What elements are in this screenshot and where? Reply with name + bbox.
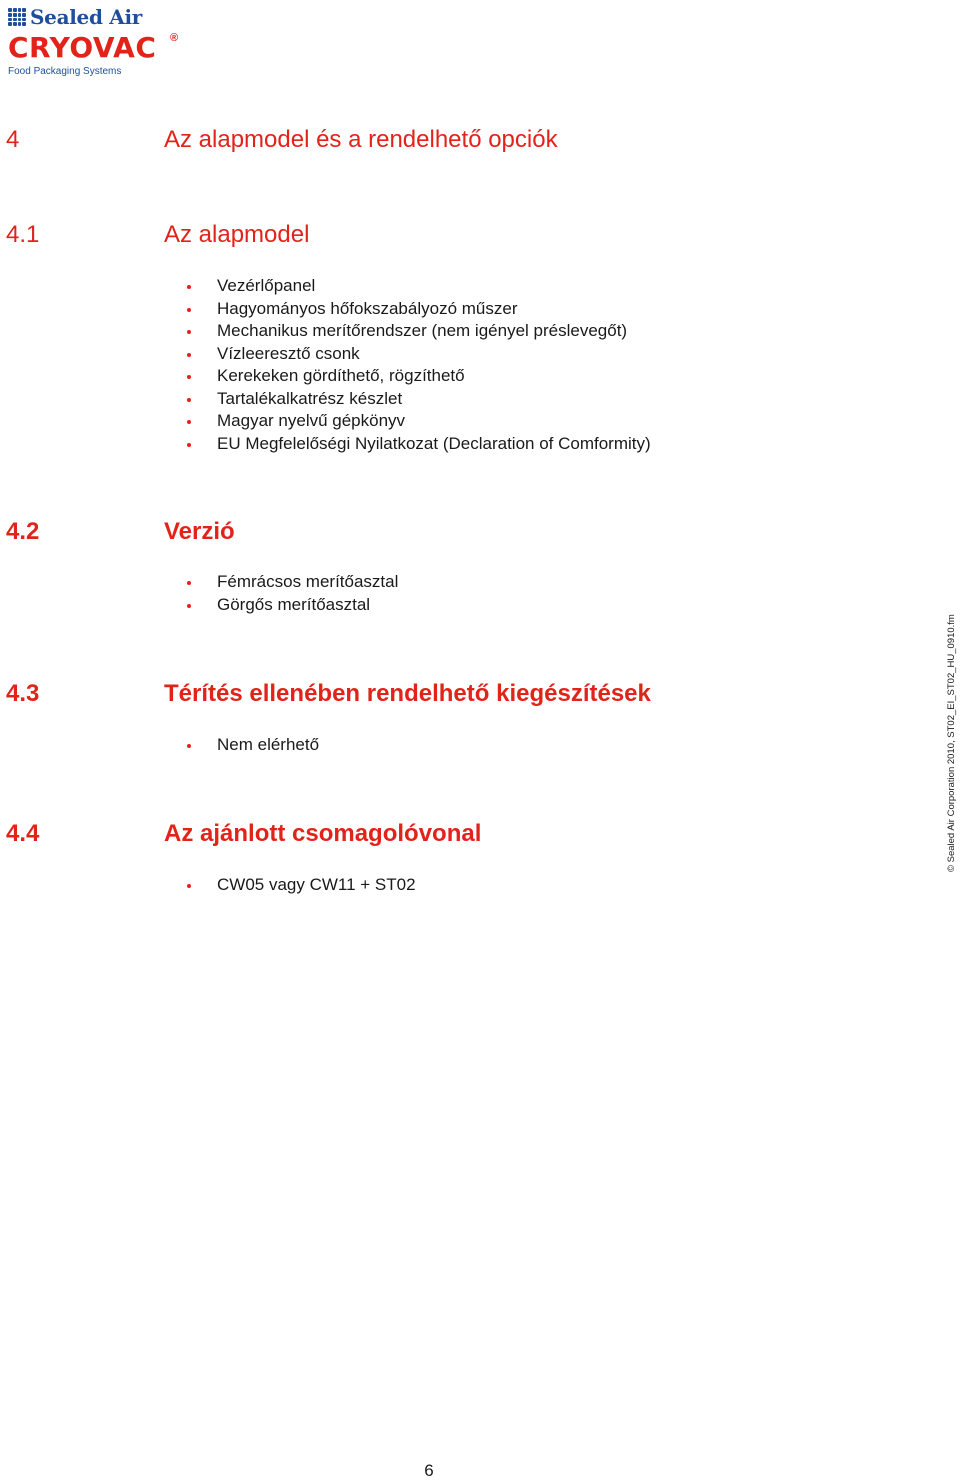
section-title: Az alapmodel és a rendelhető opciók (164, 126, 558, 153)
version-list (186, 571, 398, 616)
page-number: 6 (424, 1461, 434, 1480)
section-title: Térítés ellenében rendelhető kiegészítések (164, 680, 651, 707)
company-logo (8, 4, 208, 80)
list-item: Magyar nyelvű gépkönyv (186, 410, 651, 433)
list-item: Vezérlőpanel (186, 275, 651, 298)
section-number: 4 (6, 126, 20, 153)
section-number: 4.1 (6, 221, 40, 248)
list-item: Vízleeresztő csonk (186, 343, 651, 366)
copyright-side-note: © Sealed Air Corporation 2010, ST02_EI_ST02_HU_0910.fm (946, 614, 957, 872)
list-item: Mechanikus merítőrendszer (nem igényel préslevegőt) (186, 320, 651, 343)
registered-mark: ® (170, 32, 179, 44)
section-title: Az alapmodel (164, 221, 310, 248)
section-number: 4.2 (6, 518, 40, 545)
logo-tagline: Food Packaging Systems (8, 66, 122, 77)
sealed-air-wordmark: Sealed Air (30, 5, 143, 29)
section-title: Verzió (164, 518, 235, 545)
section-number: 4.4 (6, 820, 40, 847)
list-item: CW05 vagy CW11 + ST02 (186, 874, 416, 897)
list-item: Tartalékalkatrész készlet (186, 388, 651, 411)
cryovac-wordmark: CRYOVAC (8, 31, 157, 64)
list-item: Nem elérhető (186, 734, 319, 757)
list-item: EU Megfelelőségi Nyilatkozat (Declaration of Comformity) (186, 433, 651, 456)
optional-extras-list (186, 734, 319, 757)
base-model-list (186, 275, 651, 455)
packaging-line-list (186, 874, 416, 897)
sealed-air-logo (8, 4, 142, 30)
section-title: Az ajánlott csomagolóvonal (164, 820, 482, 847)
list-item: Görgős merítőasztal (186, 594, 398, 617)
list-item: Fémrácsos merítőasztal (186, 571, 398, 594)
list-item: Kerekeken gördíthető, rögzíthető (186, 365, 651, 388)
section-number: 4.3 (6, 680, 40, 707)
list-item: Hagyományos hőfokszabályozó műszer (186, 298, 651, 321)
sealed-air-grid-icon (8, 8, 26, 26)
